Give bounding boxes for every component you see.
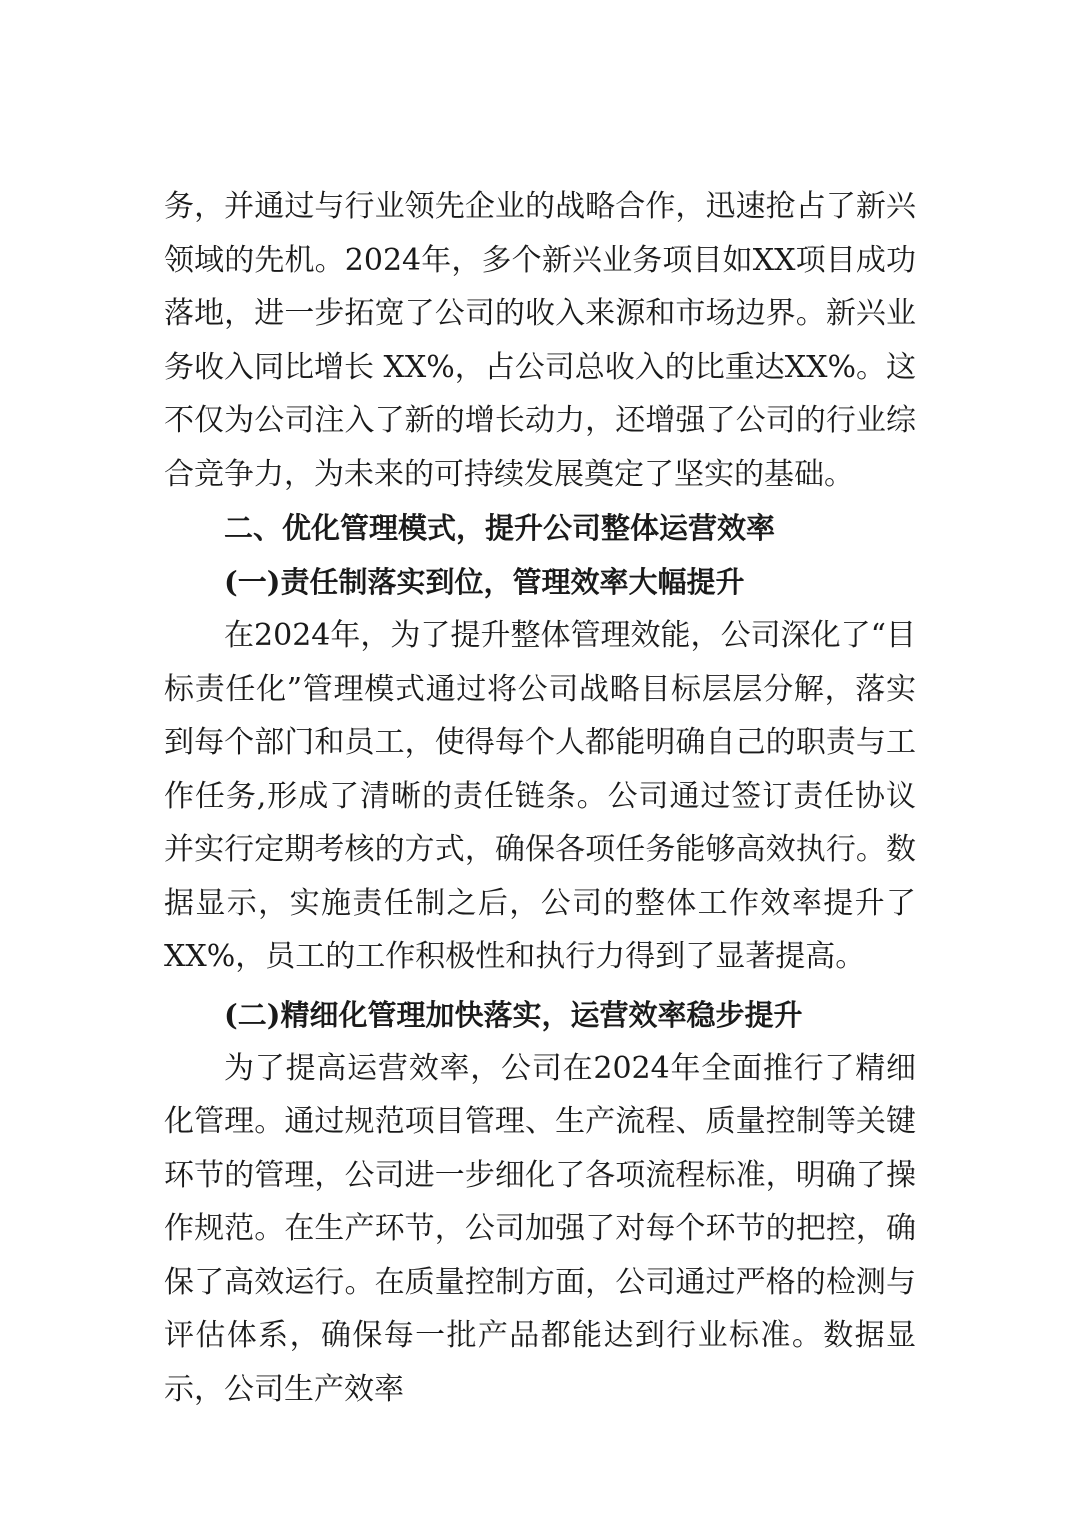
- document-page: [164, 180, 916, 1416]
- paragraph-refined-management: 为了提高运营效率，公司在2024年全面推行了精细化管理。通过规范项目管理、生产流程、质量控制等关键环节的管理，公司进一步细化了各项流程标准，明确了操作规范。在生产环节，公司加强了对每个环节的把控，确保了高效运行。在质量控制方面，公司通过严格的检测与评估体系，确保每一批产品都能达到行业标准。数据显示，公司生产效率: [164, 1050, 916, 1407]
- section-heading-optimize-management: 二、优化管理模式，提升公司整体运营效率: [224, 511, 776, 545]
- paragraph-continued-emerging-business: 务，并通过与行业领先企业的战略合作，迅速抢占了新兴领域的先机。2024年，多个新兴业务项目如XX项目成功落地，进一步拓宽了公司的收入来源和市场边界。新兴业务收入同比增长 XX%，占公司总收入的比重达XX%。这不仅为公司注入了新的增长动力，还增强了公司的行业综合竞争力，为未来的可持续发展奠定了坚实的基础。: [164, 189, 916, 492]
- subheading-refined-management: (二)精细化管理加快落实，运营效率稳步提升: [224, 997, 803, 1032]
- paragraph-responsibility-system: 在2024年，为了提升整体管理效能，公司深化了“目标责任化”管理模式通过将公司战略目标层层分解，落实到每个部门和员工，使得每个人都能明确自己的职责与工作任务,形成了清晰的责任链条。公司通过签订责任协议并实行定期考核的方式，确保各项任务能够高效执行。数据显示，实施责任制之后，公司的整体工作效率提升了XX%，员工的工作积极性和执行力得到了显著提高。: [164, 618, 916, 974]
- subheading-responsibility-system: (一)责任制落实到位，管理效率大幅提升: [224, 565, 745, 599]
